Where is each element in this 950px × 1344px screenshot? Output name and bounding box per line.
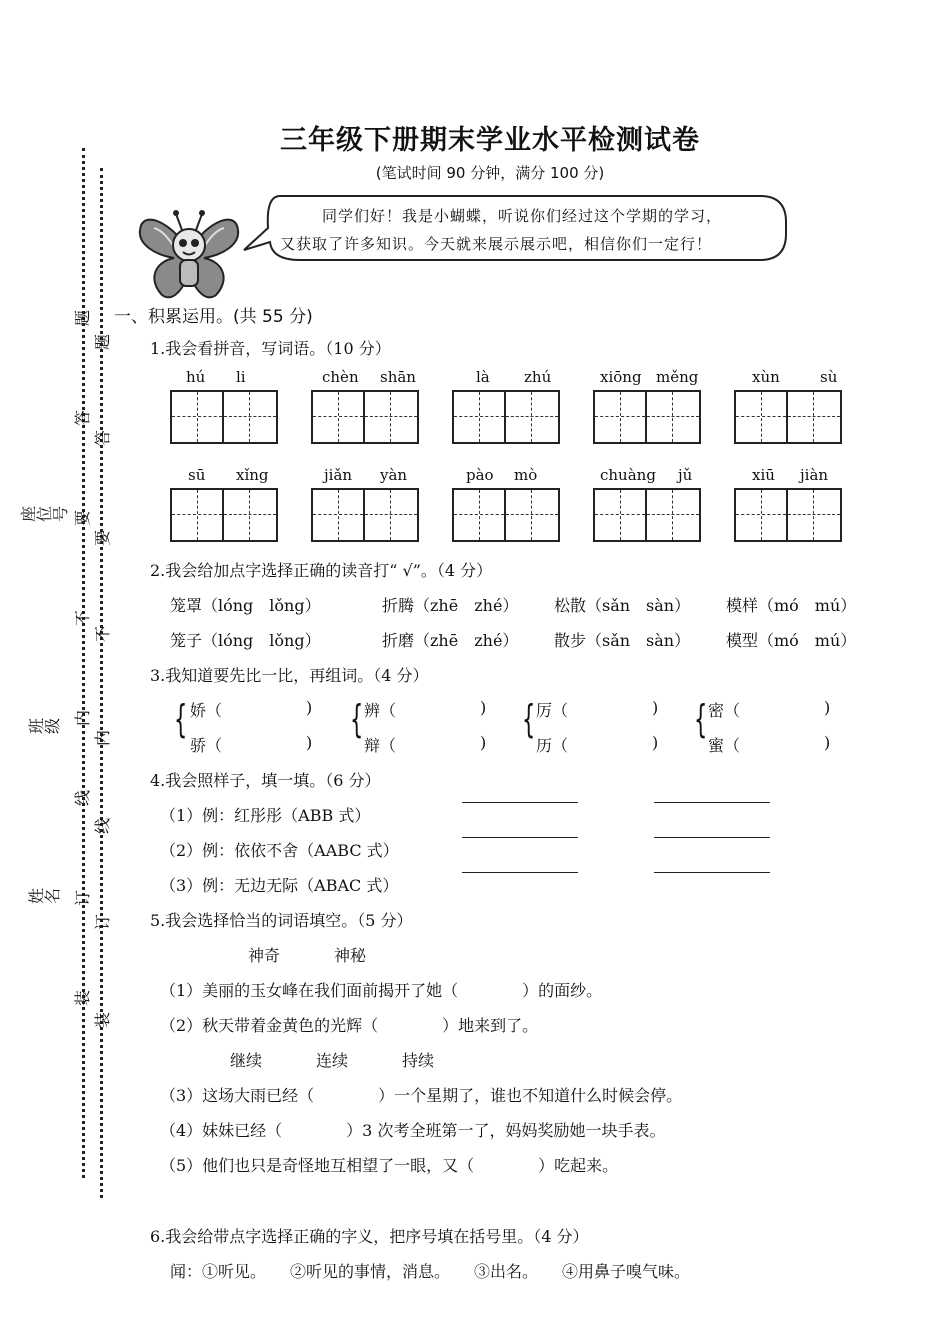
pinyin: là: [476, 368, 490, 386]
binding-char-3: 要: [73, 510, 92, 527]
pinyin: xiū: [752, 466, 775, 484]
q4-title: 4.我会照样子，填一填。（6 分）: [150, 771, 381, 790]
q3-paren: ): [480, 733, 487, 752]
pinyin: měng: [656, 368, 699, 386]
brace-icon: {: [174, 697, 188, 741]
binding-char-3b: 要: [93, 530, 112, 547]
binding-char-8b: 装: [93, 1012, 112, 1029]
pinyin: pào: [466, 466, 494, 484]
writing-grid[interactable]: [170, 390, 278, 444]
q3-paren: ): [652, 698, 659, 717]
q4-item: （1）例：红彤彤（ABB 式）: [160, 806, 371, 825]
writing-grid[interactable]: [593, 390, 701, 444]
pinyin: zhú: [524, 368, 552, 386]
pinyin: chuàng: [600, 466, 656, 484]
writing-grid[interactable]: [452, 488, 560, 542]
q5-sentence[interactable]: （1）美丽的玉女峰在我们面前揭开了她（ ）的面纱。: [160, 981, 603, 1000]
binding-char-2b: 答: [93, 430, 112, 447]
q3-char-top: 厉（: [536, 701, 569, 720]
q5-word: 持续: [402, 1051, 435, 1070]
q3-paren: ): [306, 733, 313, 752]
q2-option[interactable]: 模样（mó mú）: [726, 596, 857, 615]
writing-grid[interactable]: [170, 488, 278, 542]
q5-word: 神秘: [334, 946, 367, 965]
q2-option[interactable]: 折腾（zhē zhé）: [382, 596, 519, 615]
q3-char-bottom: 蜜（: [708, 736, 741, 755]
q6-title: 6.我会给带点字选择正确的字义，把序号填在括号里。（4 分）: [150, 1227, 589, 1246]
pinyin: chèn: [322, 368, 359, 386]
writing-grid[interactable]: [734, 488, 842, 542]
q6-definitions: 闻：①听见。 ②听见的事情，消息。 ③出名。 ④用鼻子嗅气味。: [170, 1262, 691, 1281]
q5-sentence[interactable]: （5）他们也只是奇怪地互相望了一眼，又（ ）吃起来。: [160, 1156, 619, 1175]
speech-bubble-text: 同学们好！我是小蝴蝶，听说你们经过这个学期的学习， 又获取了许多知识。今天就来展示展示吧，相信你们一定行！: [280, 207, 723, 253]
binding-char-7: 订: [73, 890, 92, 907]
q5-word: 连续: [316, 1051, 349, 1070]
q5-word: 继续: [230, 1051, 263, 1070]
pinyin: shān: [380, 368, 416, 386]
pinyin: xùn: [752, 368, 780, 386]
exam-subtitle: (笔试时间 90 分钟，满分 100 分): [375, 164, 605, 182]
binding-char-2: 答: [73, 410, 92, 427]
q3-char-top: 密（: [708, 701, 741, 720]
binding-char-4: 不: [73, 610, 92, 627]
binding-char-1: 题: [73, 310, 92, 327]
q5-sentence[interactable]: （3）这场大雨已经（ ）一个星期了，谁也不知道什么时候会停。: [160, 1086, 683, 1105]
binding-char-6: 线: [73, 790, 92, 807]
q3-char-bottom: 历（: [536, 736, 569, 755]
answer-line[interactable]: [462, 872, 578, 873]
binding-char-7b: 订: [93, 914, 112, 931]
q3-paren: ): [480, 698, 487, 717]
binding-dotted-line-inner: [100, 168, 103, 1198]
writing-grid[interactable]: [452, 390, 560, 444]
writing-grid[interactable]: [734, 390, 842, 444]
q3-paren: ): [652, 733, 659, 752]
brace-icon: {: [522, 697, 536, 741]
brace-icon: {: [350, 697, 364, 741]
q3-char-bottom: 骄（: [190, 736, 223, 755]
writing-grid[interactable]: [593, 488, 701, 542]
q5-sentence[interactable]: （4）妹妹已经（ ）3 次考全班第一了，妈妈奖励她一块手表。: [160, 1121, 666, 1140]
class-label: 班级: [27, 718, 62, 735]
exam-title: 三年级下册期末学业水平检测试卷: [280, 125, 700, 156]
q2-option[interactable]: 折磨（zhē zhé）: [382, 631, 519, 650]
writing-grid[interactable]: [311, 488, 419, 542]
pinyin: sū: [188, 466, 206, 484]
q4-item: （3）例：无边无际（ABAC 式）: [160, 876, 399, 895]
pinyin: jiǎn: [324, 466, 353, 484]
q5-word: 神奇: [248, 946, 281, 965]
q3-paren: ): [824, 733, 831, 752]
q2-option[interactable]: 模型（mó mú）: [726, 631, 857, 650]
q4-item: （2）例：依依不舍（AABC 式）: [160, 841, 399, 860]
pinyin: jiàn: [800, 466, 829, 484]
q3-paren: ): [306, 698, 313, 717]
name-label: 姓名: [27, 888, 62, 905]
q3-char-top: 娇（: [190, 701, 223, 720]
pinyin: yàn: [380, 466, 408, 484]
binding-char-5: 内: [73, 710, 92, 727]
pinyin: mò: [514, 466, 538, 484]
pinyin: jǔ: [678, 466, 693, 484]
butterfly-mascot-icon: [134, 200, 244, 310]
writing-grid[interactable]: [311, 390, 419, 444]
binding-char-5b: 内: [93, 730, 112, 747]
answer-line[interactable]: [654, 872, 770, 873]
pinyin: li: [236, 368, 246, 386]
q2-option[interactable]: 散步（sǎn sàn）: [554, 631, 691, 650]
pinyin: xiōng: [600, 368, 642, 386]
q5-sentence[interactable]: （2）秋天带着金黄色的光辉（ ）地来到了。: [160, 1016, 539, 1035]
q3-char-top: 辨（: [364, 701, 397, 720]
q1-title: 1.我会看拼音，写词语。（10 分）: [150, 339, 391, 358]
pinyin: sù: [820, 368, 838, 386]
answer-line[interactable]: [462, 802, 578, 803]
seat-number-label: 座位号: [19, 506, 70, 523]
binding-char-6b: 线: [93, 818, 112, 835]
binding-char-4b: 不: [93, 626, 112, 643]
pinyin: hú: [186, 368, 206, 386]
binding-char-8: 装: [73, 990, 92, 1007]
pinyin: xǐng: [236, 466, 269, 484]
q3-char-bottom: 辩（: [364, 736, 397, 755]
answer-line[interactable]: [654, 837, 770, 838]
q3-paren: ): [824, 698, 831, 717]
section-1-title: 一、积累运用。(共 55 分): [114, 307, 313, 327]
q2-title: 2.我会给加点字选择正确的读音打“ √”。（4 分）: [150, 561, 493, 580]
q2-option[interactable]: 笼罩（lóng lǒng）: [170, 596, 321, 615]
brace-icon: {: [694, 697, 708, 741]
q2-option[interactable]: 笼子（lóng lǒng）: [170, 631, 321, 650]
q5-title: 5.我会选择恰当的词语填空。（5 分）: [150, 911, 413, 930]
binding-char-1b: 题: [93, 334, 112, 351]
binding-dotted-line-outer: [82, 148, 85, 1178]
answer-line[interactable]: [654, 802, 770, 803]
q2-option[interactable]: 松散（sǎn sàn）: [554, 596, 691, 615]
q3-title: 3.我知道要先比一比，再组词。（4 分）: [150, 666, 429, 685]
answer-line[interactable]: [462, 837, 578, 838]
